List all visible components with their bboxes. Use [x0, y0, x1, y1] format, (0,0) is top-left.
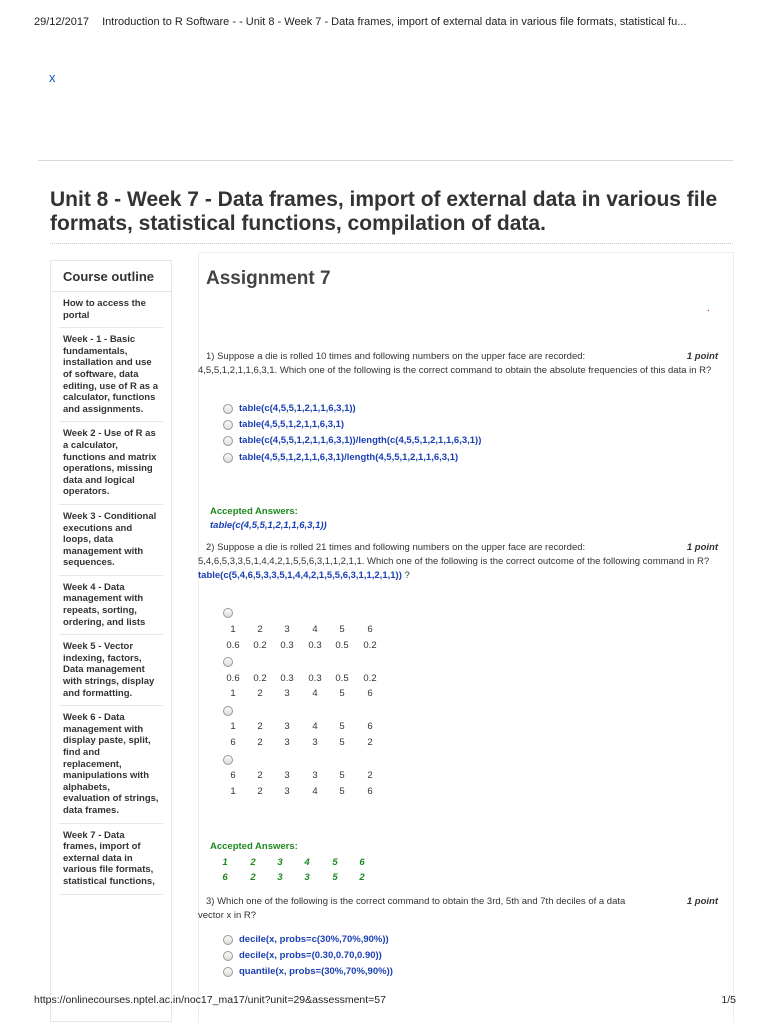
q2-option-1-radio-icon[interactable] — [223, 608, 233, 618]
radio-icon[interactable] — [223, 404, 233, 414]
cell: 3 — [284, 688, 290, 699]
question-2 — [198, 541, 718, 583]
cell: 2 — [250, 857, 256, 868]
question-2-text-line1: 2) Suppose a die is rolled 21 times and following numbers on the upper face are recorded: — [206, 542, 586, 553]
q1-option-1[interactable] — [223, 403, 356, 414]
cell: 5 — [339, 688, 345, 699]
radio-icon[interactable] — [223, 420, 233, 430]
cell: 3 — [284, 770, 290, 781]
question-3-text-line1: 3) Which one of the following is the correct command to obtain the 3rd, 5th and 7th deciles of a data — [206, 896, 626, 907]
q1-accepted-label: Accepted Answers: — [210, 506, 298, 517]
q1-option-4[interactable] — [223, 452, 458, 463]
print-title: Introduction to R Software - - Unit 8 - Week 7 - Data frames, import of external data in various file formats, statistical fu... — [102, 16, 687, 28]
required-marker: . — [707, 303, 710, 314]
cell: 0.5 — [335, 673, 349, 684]
cell: 0.3 — [280, 640, 294, 651]
cell: 1 — [230, 721, 236, 732]
cell: 0.2 — [253, 640, 267, 651]
cell: 5 — [332, 857, 338, 868]
cell: 5 — [339, 624, 345, 635]
question-1 — [198, 350, 718, 378]
print-header — [34, 16, 744, 28]
cell: 6 — [367, 624, 373, 635]
cell: 3 — [277, 857, 283, 868]
radio-icon[interactable] — [223, 436, 233, 446]
cell: 0.3 — [308, 673, 322, 684]
cell: 3 — [284, 721, 290, 732]
question-2-text-line2: 5,4,6,5,3,3,5,1,4,4,2,1,5,5,6,3,1,1,2,1,1. Which one of the following is the correct outcome of the following command in R? — [198, 556, 710, 567]
close-button[interactable]: x — [49, 70, 56, 85]
cell: 1 — [230, 624, 236, 635]
cell: 3 — [304, 872, 310, 883]
q3-option-1[interactable] — [223, 934, 389, 945]
q2-option-4-radio-icon[interactable] — [223, 755, 233, 765]
cell: 3 — [312, 737, 318, 748]
question-2-command: table(c(5,4,6,5,3,3,5,1,4,4,2,1,5,5,6,3,1,1,2,1,1)) — [198, 570, 402, 581]
assignment-title: Assignment 7 — [206, 268, 331, 289]
cell: 5 — [339, 737, 345, 748]
cell: 5 — [332, 872, 338, 883]
cell: 5 — [339, 770, 345, 781]
course-outline-sidebar — [50, 260, 172, 1022]
cell: 4 — [312, 688, 318, 699]
page-url: https://onlinecourses.nptel.ac.in/noc17_ma17/unit?unit=29&assessment=57 — [34, 994, 386, 1006]
q1-accepted-answer: table(c(4,5,5,1,2,1,1,6,3,1)) — [210, 520, 327, 531]
cell: 2 — [359, 872, 365, 883]
question-2-points: 1 point — [686, 542, 718, 553]
cell: 0.6 — [226, 640, 240, 651]
cell: 6 — [367, 688, 373, 699]
print-footer — [34, 994, 736, 1006]
cell: 5 — [339, 721, 345, 732]
cell: 3 — [284, 786, 290, 797]
cell: 6 — [230, 770, 236, 781]
sidebar-item-week-4[interactable]: Week 4 - Data management with repeats, sorting, ordering, and lists — [59, 576, 163, 635]
cell: 6 — [367, 721, 373, 732]
q3-option-2[interactable] — [223, 950, 382, 961]
cell: 4 — [312, 624, 318, 635]
cell: 3 — [312, 770, 318, 781]
sidebar-item-week-3[interactable]: Week 3 - Conditional executions and loops, data management with sequences. — [59, 505, 163, 576]
question-3-points: 1 point — [686, 896, 718, 907]
q1-option-2[interactable] — [223, 419, 344, 430]
q1-option-1-label: table(c(4,5,5,1,2,1,1,6,3,1)) — [239, 403, 356, 414]
radio-icon[interactable] — [223, 967, 233, 977]
cell: 3 — [284, 624, 290, 635]
cell: 2 — [257, 688, 263, 699]
question-2-command-suffix: ? — [401, 570, 410, 581]
cell: 2 — [257, 770, 263, 781]
sidebar-item-week-7[interactable]: Week 7 - Data frames, import of external data in various file formats, statistical functions, — [59, 824, 163, 895]
cell: 2 — [257, 737, 263, 748]
sidebar-item-week-1[interactable]: Week - 1 - Basic fundamentals, installation and use of software, data editing, use of R as a calculator, functions and assignments. — [59, 328, 163, 422]
cell: 0.2 — [363, 673, 377, 684]
page-title: Unit 8 - Week 7 - Data frames, import of external data in various file formats, statistical functions, compilation of data. — [50, 188, 718, 235]
cell: 2 — [257, 786, 263, 797]
q3-option-1-label: decile(x, probs=c(30%,70%,90%)) — [239, 934, 389, 945]
cell: 5 — [339, 786, 345, 797]
q1-option-3-label: table(c(4,5,5,1,2,1,1,6,3,1))/length(c(4,5,5,1,2,1,1,6,3,1)) — [239, 435, 482, 446]
course-outline-heading: Course outline — [51, 261, 171, 292]
sidebar-item-week-2[interactable]: Week 2 - Use of R as a calculator, functions and matrix operations, missing data and logical operators. — [59, 422, 163, 505]
title-divider — [50, 243, 733, 244]
cell: 0.3 — [280, 673, 294, 684]
cell: 3 — [284, 737, 290, 748]
cell: 2 — [250, 872, 256, 883]
sidebar-item-week-6[interactable]: Week 6 - Data management with display paste, split, find and replacement, manipulations with alphabets, evaluation of strings, data frames. — [59, 706, 163, 823]
cell: 0.5 — [335, 640, 349, 651]
q1-option-4-label: table(4,5,5,1,2,1,1,6,3,1)/length(4,5,5,1,2,1,1,6,3,1) — [239, 452, 459, 463]
cell: 2 — [257, 624, 263, 635]
cell: 6 — [230, 737, 236, 748]
cell: 0.6 — [226, 673, 240, 684]
question-3 — [198, 895, 718, 923]
q2-accepted-label: Accepted Answers: — [210, 841, 298, 852]
cell: 6 — [222, 872, 228, 883]
q1-option-3[interactable] — [223, 435, 481, 446]
print-date: 29/12/2017 — [34, 16, 90, 28]
q2-option-2-radio-icon[interactable] — [223, 657, 233, 667]
cell: 6 — [359, 857, 365, 868]
cell: 3 — [277, 872, 283, 883]
top-divider — [38, 160, 733, 161]
cell: 2 — [367, 737, 373, 748]
sidebar-item-week-5[interactable]: Week 5 - Vector indexing, factors, Data management with strings, display and formatting. — [59, 635, 163, 706]
cell: 1 — [230, 688, 236, 699]
cell: 1 — [230, 786, 236, 797]
question-1-text-line1: 1) Suppose a die is rolled 10 times and following numbers on the upper face are recorded: — [206, 351, 586, 362]
cell: 0.2 — [253, 673, 267, 684]
q3-option-3[interactable] — [223, 966, 393, 977]
question-1-text-line2: 4,5,5,1,2,1,1,6,3,1. Which one of the following is the correct command to obtain the absolute frequencies of this data in R? — [198, 365, 712, 376]
q3-option-2-label: decile(x, probs=(0.30,0.70,0.90)) — [239, 950, 382, 961]
radio-icon[interactable] — [223, 453, 233, 463]
cell: 0.3 — [308, 640, 322, 651]
question-1-points: 1 point — [686, 351, 718, 362]
q1-option-2-label: table(4,5,5,1,2,1,1,6,3,1) — [239, 419, 345, 430]
cell: 1 — [222, 857, 228, 868]
cell: 4 — [312, 786, 318, 797]
cell: 2 — [257, 721, 263, 732]
question-3-text-line2: vector x in R? — [198, 910, 257, 921]
cell: 4 — [312, 721, 318, 732]
radio-icon[interactable] — [223, 951, 233, 961]
cell: 6 — [367, 786, 373, 797]
radio-icon[interactable] — [223, 935, 233, 945]
cell: 0.2 — [363, 640, 377, 651]
cell: 2 — [367, 770, 373, 781]
q2-option-3-radio-icon[interactable] — [223, 706, 233, 716]
q3-option-3-label: quantile(x, probs=(30%,70%,90%)) — [239, 966, 393, 977]
cell: 4 — [304, 857, 310, 868]
sidebar-item-how-to-access[interactable]: How to access the portal — [59, 292, 163, 328]
page-number: 1/5 — [721, 994, 736, 1006]
